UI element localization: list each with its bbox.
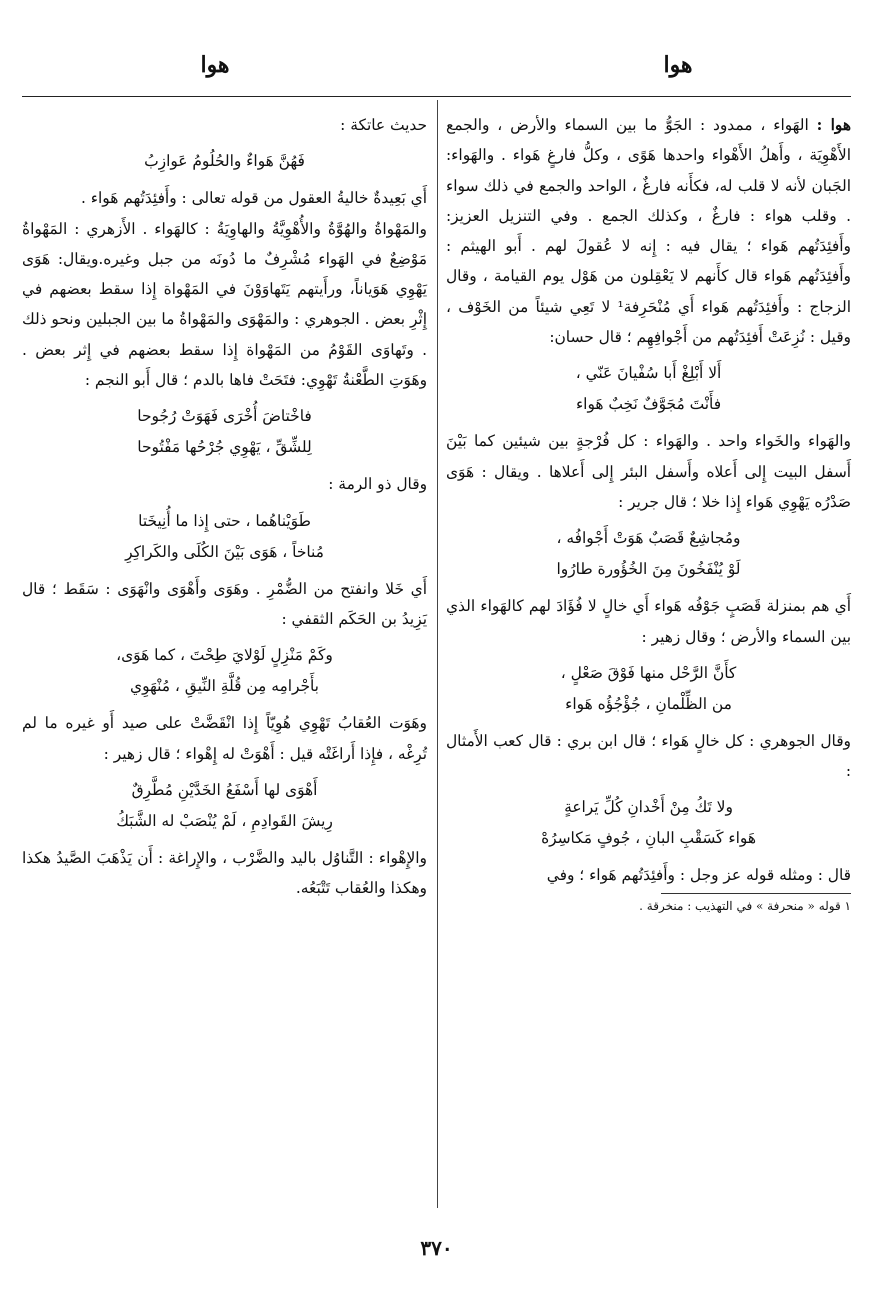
verse [22, 401, 427, 463]
paragraph: قال : ومثله قوله عز وجل : وأَفئِدَتُهم هَواء ؛ وفي [546, 866, 851, 885]
paragraph: حديث عاتكة : [340, 116, 427, 134]
verse [22, 506, 427, 568]
left-column [22, 110, 427, 903]
column-divider [437, 100, 438, 1208]
paragraph: وقال ذو الرمة : [328, 475, 427, 494]
running-header-right: هوا [663, 52, 693, 78]
verse-line: بأَجْرامِه مِن قُلَّةِ النِّيقِ ، مُنْهَوِي [130, 677, 319, 696]
right-column [446, 110, 851, 914]
paragraph: والهَواء والخَواء واحد . والهَواء : كل فُرْجةٍ بين شيئين كما بَيْنَ أَسفل البيت إِلى أَعلاه وأَسفل البئر إِلى أَعلاها . ويقال : هَوَى صَدْرُه يَهْوِي هَواء إِذا خلا ؛ قال جرير : [446, 432, 851, 511]
verse-line: فأَنْتَ مُجَوَّفٌ نَخِبٌ هَواء [575, 395, 722, 414]
verse-line: لَوْ يُنْفَخُونَ مِنَ الخُؤُورة طارُوا [556, 560, 741, 579]
verse-line: أَلا أَبْلِغْ أَبا سُفْيانَ عَنّي ، [575, 364, 722, 383]
page-number: ٣٧٠ [420, 1236, 453, 1260]
footnote: ١ قوله « منحرفة » في التهذيب : منخرقة . [639, 898, 851, 913]
paragraph: وهَوَت العُقابُ تَهْوِي هُوِيّاً إِذا انْقَضَّتْ على صيد أَو غيره ما لم تُرِغْه ، فإِذا أَراغَتْه قيل : أَهْوَتْ له إِهْواء ؛ قال زهير : [22, 714, 427, 763]
verse [446, 658, 851, 720]
verse-line: كأَنَّ الرَّحْل منها فَوْقَ صَعْلٍ ، [560, 663, 737, 682]
verse [22, 775, 427, 837]
verse [446, 792, 851, 854]
verse-line: رِيشَ القَوادِمِ ، لَمْ يُنْصَبْ له الشَّبَكُ [116, 811, 333, 830]
verse-line: وكَمْ مَنْزِلٍ لَوْلايَ طِحْتَ ، كما هَوَى، [116, 646, 333, 665]
verse-line: ولا تَكُ مِنْ أَخْدانِ كُلِّ يَراعةٍ [564, 798, 733, 817]
verse [22, 640, 427, 702]
verse-line: ومُجاشِعٌ قَصَبٌ هَوَتْ أَجْوافُه ، [556, 529, 741, 548]
paragraph: أَي بَعِيدةٌ خاليةُ العقول من قوله تعالى : وأَفئِدَتُهم هَواء . [80, 189, 427, 208]
footnote-rule [661, 893, 851, 894]
entry-headword: هوا : [816, 116, 851, 134]
verse-line: أَهْوَى لها أَسْفَعُ الخَدَّيْنِ مُطَّرِقٌ [131, 780, 318, 799]
paragraph [446, 110, 851, 352]
verse-line: مُناخاً ، هَوَى بَيْنَ الكُلَى والكَراكِرِ [125, 542, 324, 561]
paragraph: وقال الجوهري : كل خالٍ هَواء ؛ قال ابن بري : قال كعب الأَمثال : [446, 731, 851, 781]
verse [446, 358, 851, 420]
verse [446, 523, 851, 585]
paragraph: والإِهْواء : التَّناوُل باليد والضَّرْب ، والإِراغة : أَن يَذْهَبَ الصَّيدُ هكذا وهكذا والعُقاب تَتْبَعُه. [22, 848, 427, 898]
verse-line: فَهُنَّ هَواءٌ والحُلُومُ عَوازِبُ [144, 152, 305, 171]
verse-line: طَوَيْناهُما ، حتى إِذا ما أُنِيخَتا [138, 511, 311, 530]
verse-line: هَواء كَسَقْبِ البانِ ، جُوفٍ مَكاسِرُهْ [541, 829, 756, 848]
running-header-left: هوا [200, 52, 230, 78]
paragraph: أَي هم بمنزلة قَصَبٍ جَوْفُه هَواء أَي خالٍ لا فُؤَادَ لهم كالهَواء الذي بين السماء والأرض ؛ وقال زهير : [446, 597, 851, 646]
verse-line: فاخْتاضَ أُخْرَى فَهَوَتْ رُجُوحا [137, 407, 312, 426]
verse-line: لِلشِّقِّ ، يَهْوِي جُرْحُها مَفْتُوحا [137, 438, 312, 457]
header-rule [22, 96, 851, 97]
paragraph: أَي خَلا وانفتح من الضُّمْرِ . وهَوَى وأَهْوَى وانْهَوَى : سَقَط ؛ قال يَزِيدُ بن الحَكَم الثقفي : [22, 579, 427, 628]
verse-line: من الظِّلْمانِ ، جُؤْجُؤُه هَواء [565, 694, 732, 713]
verse [22, 146, 427, 177]
paragraph: والمَهْواةُ والهُوَّةُ والأُهْوِيَّةُ والهاوِيَةُ : كالهَواء . الأَزهري : المَهْواةُ مَوْضِعٌ في الهَواء مُشْرِفٌ ما دُونَه من جبل وغيره.ويقال: هَوَى يَهْوِي هَوَياناً، ورأَيتهم يَتَهاوَوْنَ في المَهْواة إِذا سقط بعضهم في إِثْرِ بعض . الجوهري : والمَهْوَى والمَهْواةُ ما بين الجبلين ونحو ذلك . وتَهاوَى القَوْمُ من المَهْواة إِذا سقط بعضهم في إِثر بعض . وهَوَتِ الطَّعْنةُ تَهْوِي: فتَحَتْ فاها بالدم ؛ قال أَبو النجم : [22, 219, 427, 390]
paragraph-text: الهَواء ، ممدود : الجَوُّ ما بين السماء والأرض ، والجمع الأَهْوِيَة ، وأَهلُ الأَهْواء واحدها هَوًى ، وكلُّ فارغٍ هَواء . والهَواء: الجَبان لأنه لا قلب له، فكأَنه فارغٌ ، الواحد والجمع في ذلك سواء . وقلب هواء : فارغٌ ، وكذلك الجمع . وفي التنزيل العزيز: وأَفئِدَتُهم هَواء ؛ يقال فيه : إِنه لا عُقولَ لهم . أَبو الهيثم : وأَفئِدَتُهم هَواء قال كأَنهم لا يَعْقِلون من هَوْل يوم القيامة ، وقال الزجاج : وأَفئِدَتُهم هَواء أَي مُنْحَرِفة¹ لا تَعِي شيئاً من الخَوْف ، وقيل : نُزِعَتْ أَفئِدَتُهم من أَجْوافِهِم ؛ قال حسان: [446, 116, 851, 347]
